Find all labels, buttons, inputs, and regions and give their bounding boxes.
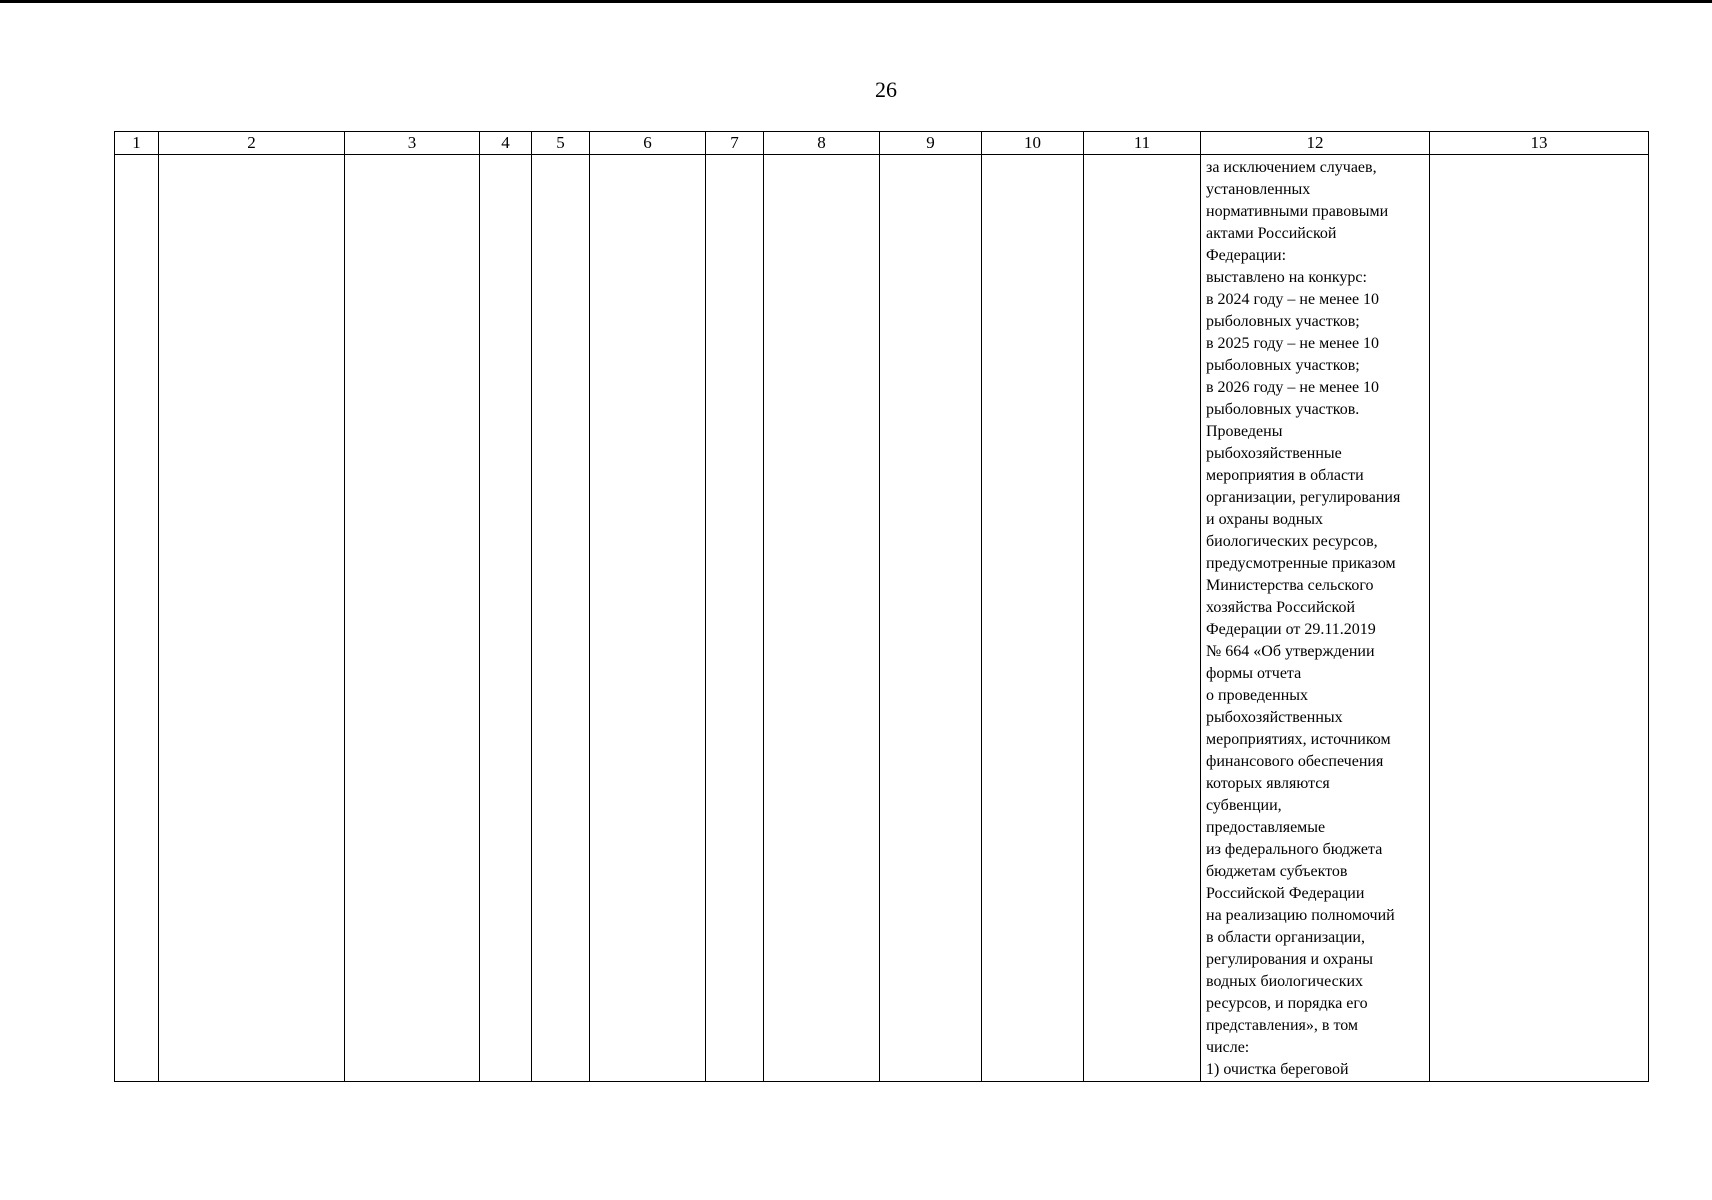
column-12-text-line: рыбохозяйственных — [1206, 709, 1343, 726]
column-12-text-line: нормативными правовыми — [1206, 203, 1389, 220]
column-12-text — [1201, 155, 1429, 1081]
table-cell-col12 — [1201, 155, 1430, 1082]
column-12-text-line: 1) очистка береговой — [1206, 1061, 1349, 1078]
table-cell-col6 — [590, 155, 706, 1082]
column-12-text-line: предоставляемые — [1206, 819, 1326, 836]
column-12-text-line: субвенции, — [1206, 797, 1282, 814]
page-number: 26 — [875, 77, 897, 102]
column-header-8: 8 — [764, 132, 880, 155]
column-12-text-line: в 2025 году – не менее 10 — [1206, 335, 1380, 352]
column-header-1: 1 — [115, 132, 159, 155]
column-12-text-line: биологических ресурсов, — [1206, 533, 1378, 550]
column-12-text-line: регулирования и охраны — [1206, 951, 1374, 968]
column-12-text-line: выставлено на конкурс: — [1206, 269, 1367, 286]
table-cell-col1 — [115, 155, 159, 1082]
table-cell-col9 — [880, 155, 982, 1082]
column-12-text-line: в области организации, — [1206, 929, 1365, 946]
column-12-text-line: финансового обеспечения — [1206, 753, 1384, 770]
table-cell-col10 — [982, 155, 1084, 1082]
column-header-4: 4 — [480, 132, 532, 155]
column-12-text-line: в 2026 году – не менее 10 — [1206, 379, 1380, 396]
column-12-text-line: установленных — [1206, 181, 1311, 198]
column-12-text-line: из федерального бюджета — [1206, 841, 1383, 858]
column-12-text-line: Федерации: — [1206, 247, 1287, 264]
column-12-text-line: числе: — [1206, 1039, 1250, 1056]
column-12-text-line: организации, регулирования — [1206, 489, 1401, 506]
column-header-5: 5 — [532, 132, 590, 155]
column-12-text-line: мероприятиях, источником — [1206, 731, 1391, 748]
column-12-text-line: рыбохозяйственные — [1206, 445, 1342, 462]
table-cell-col5 — [532, 155, 590, 1082]
column-header-11: 11 — [1084, 132, 1201, 155]
column-12-text-line: Российской Федерации — [1206, 885, 1365, 902]
data-table — [114, 131, 1649, 1082]
table-cell-col2 — [159, 155, 345, 1082]
table-cell-col3 — [345, 155, 480, 1082]
table-cell-col7 — [706, 155, 764, 1082]
column-12-text-line: актами Российской — [1206, 225, 1337, 242]
column-header-9: 9 — [880, 132, 982, 155]
table-cell-col4 — [480, 155, 532, 1082]
column-12-text-line: и охраны водных — [1206, 511, 1324, 528]
column-12-text-line: Проведены — [1206, 423, 1283, 440]
page-top-border — [0, 0, 1712, 3]
column-header-10: 10 — [982, 132, 1084, 155]
column-12-text-line: № 664 «Об утверждении — [1206, 643, 1375, 660]
column-12-text-line: предусмотренные приказом — [1206, 555, 1396, 572]
column-header-3: 3 — [345, 132, 480, 155]
table-cell-col8 — [764, 155, 880, 1082]
column-12-text-line: рыболовных участков; — [1206, 357, 1360, 374]
column-header-12: 12 — [1201, 132, 1430, 155]
column-header-6: 6 — [590, 132, 706, 155]
column-12-text-line: водных биологических — [1206, 973, 1364, 990]
column-header-7: 7 — [706, 132, 764, 155]
column-header-2: 2 — [159, 132, 345, 155]
column-header-13: 13 — [1430, 132, 1649, 155]
table-row — [115, 155, 1649, 1082]
column-12-text-line: в 2024 году – не менее 10 — [1206, 291, 1380, 308]
column-12-text-line: рыболовных участков. — [1206, 401, 1360, 418]
table-cell-col11 — [1084, 155, 1201, 1082]
column-12-text-line: формы отчета — [1206, 665, 1302, 682]
column-12-text-line: представления», в том — [1206, 1017, 1359, 1034]
column-12-text-line: мероприятия в области — [1206, 467, 1364, 484]
column-12-text-line: ресурсов, и порядка его — [1206, 995, 1368, 1012]
column-12-text-line: Министерства сельского — [1206, 577, 1374, 594]
column-12-text-line: за исключением случаев, — [1206, 159, 1377, 176]
column-12-text-line: бюджетам субъектов — [1206, 863, 1348, 880]
column-12-text-line: Федерации от 29.11.2019 — [1206, 621, 1376, 638]
table-header-row — [115, 132, 1649, 155]
column-12-text-line: о проведенных — [1206, 687, 1309, 704]
column-12-text-line: которых являются — [1206, 775, 1330, 792]
table-cell-col13 — [1430, 155, 1649, 1082]
column-12-text-line: хозяйства Российской — [1206, 599, 1356, 616]
column-12-text-line: на реализацию полномочий — [1206, 907, 1395, 924]
column-12-text-line: рыболовных участков; — [1206, 313, 1360, 330]
